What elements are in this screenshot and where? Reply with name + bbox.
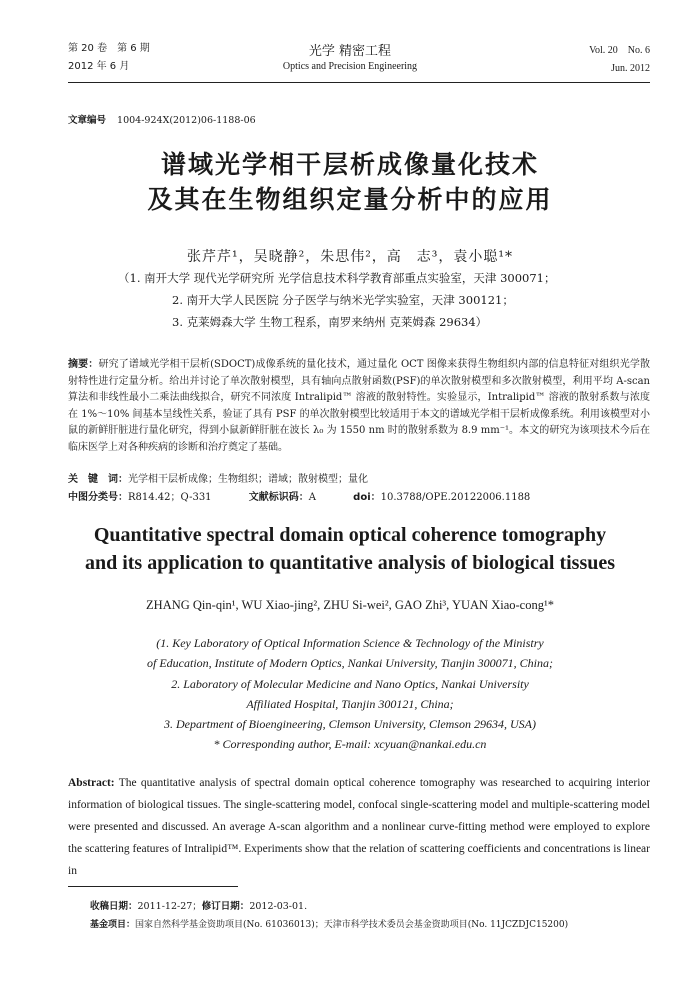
- doc-code-value: A: [308, 492, 316, 503]
- header-volume-en: Vol. 20 No. 6: [589, 45, 650, 56]
- affiliation-en-5: 3. Department of Bioengineering, Clemson University, Clemson 29634, USA): [164, 717, 536, 731]
- title-cn-line1: 谱域光学相干层析成像量化技术: [160, 150, 539, 179]
- keywords-cn-label: 关 键 词：: [68, 474, 128, 485]
- classification-line: [68, 488, 530, 503]
- authors-en: ZHANG Qin-qin¹, WU Xiao-jing², ZHU Si-wei², GAO Zhi³, YUAN Xiao-cong¹*: [146, 598, 554, 612]
- affiliation-en-1: (1. Key Laboratory of Optical Information Science & Technology of the Ministry: [156, 636, 544, 650]
- abstract-cn-label: 摘要：: [68, 359, 99, 370]
- clc-label: 中图分类号：: [68, 492, 128, 503]
- affiliation-cn-3: 3. 克莱姆森大学 生物工程系，南罗来纳州 克莱姆森 29634）: [172, 315, 488, 329]
- footnote-fund: [90, 917, 650, 930]
- authors-cn: 张芹芹¹，吴晓静²，朱思伟²，高 志³，袁小聪¹*: [186, 249, 514, 265]
- fund-label: 基金项目：: [90, 920, 136, 930]
- received-label: 收稿日期：: [90, 901, 138, 912]
- title-en-line1: Quantitative spectral domain optical coherence tomography: [93, 524, 607, 546]
- affiliation-cn-1: （1. 南开大学 现代光学研究所 光学信息技术科学教育部重点实验室，天津 300071；: [118, 271, 556, 285]
- doc-code-label: 文献标识码：: [248, 492, 309, 503]
- abstract-cn: [68, 357, 650, 456]
- affiliation-cn-2: 2. 南开大学人民医院 分子医学与纳米光学实验室，天津 300121；: [172, 293, 514, 307]
- abstract-cn-text: 研究了谱域光学相干层析(SDOCT)成像系统的量化技术，通过量化 OCT 图像来获得生物组织内部的信息特征对组织光学散射特性进行定量分析。给出并讨论了单次散射模型，具有轴向点散射函数(PSF)的单次散射模型和多次散射模型，利用平均 A-scan 算法和非线性最小二乘法曲线拟合，研究不同浓度 Intralipid™ 溶液的散射特性。实验显示，Intralipid™ 溶液的散射系数与浓度在 1%～10% 间基本呈线性关系，验证了具有 PSF 的单次散射模型比较适用于本文的谱域光学相干层析成像系统。利用该模型对小鼠的新鲜肝脏进行量化研究，得到小鼠新鲜肝脏在波长 λ₀ 为 1550 nm 时的散射系数为 8.9 mm⁻¹。本文的研究为该项技术今后在临床医学上对各种疾病的诊断和治疗奠定了基础。: [68, 359, 651, 453]
- affiliation-en-4: Affiliated Hospital, Tianjin 300121, China;: [246, 697, 454, 711]
- clc-value: R814.42；Q-331: [128, 492, 212, 503]
- header-date-cn: 2012 年 6 月: [68, 61, 130, 72]
- title-en-line2: and its application to quantitative analysis of biological tissues: [84, 552, 616, 574]
- footnote-rule: [68, 886, 238, 887]
- doi-value: 10.3788/OPE.20122006.1188: [380, 492, 531, 503]
- journal-name-cn: 光学 精密工程: [308, 44, 392, 59]
- keywords-cn-text: 光学相干层析成像；生物组织；谱域；散射模型；量化: [128, 474, 368, 485]
- affiliation-en-2: of Education, Institute of Modern Optics, Nankai University, Tianjin 300071, China;: [147, 656, 553, 670]
- journal-name-en: Optics and Precision Engineering: [282, 61, 418, 72]
- affiliation-en-3: 2. Laboratory of Molecular Medicine and Nano Optics, Nankai University: [171, 677, 529, 691]
- revised-label: 修订日期：: [201, 901, 250, 912]
- doi-label: doi：: [353, 492, 381, 503]
- article-id-label: 文章编号: [68, 115, 107, 126]
- title-cn-line2: 及其在生物组织定量分析中的应用: [147, 185, 553, 214]
- fund-value: 国家自然科学基金资助项目(No. 61036013)；天津市科学技术委员会基金资助项目(No. 11JCZDJC15200): [135, 920, 569, 930]
- article-id: [68, 112, 256, 126]
- corresponding-author: * Corresponding author, E-mail: xcyuan@nankai.edu.cn: [213, 737, 487, 751]
- article-id-value: 1004-924X(2012)06-1188-06: [117, 115, 256, 126]
- abstract-en-label: Abstract:: [68, 777, 115, 789]
- keywords-cn: [68, 470, 368, 485]
- footnote-dates: [90, 898, 307, 912]
- received-value: 2011-12-27；: [137, 901, 202, 912]
- abstract-en: [68, 772, 650, 882]
- revised-value: 2012-03-01.: [249, 901, 308, 912]
- header-rule: [68, 82, 650, 83]
- abstract-en-text: The quantitative analysis of spectral domain optical coherence tomography was researched to acquiring interior information of biological tissues. The single-scattering model, confocal single-scattering model and multiple-scattering model were presented and discussed. An average A-scan algorithm and a nonlinear curve-fitting method were employed to explore the scattering features of Intralipid™. Experiments show that the relation of scattering coefficients and concentrations is linear in: [68, 777, 651, 877]
- header-date-en: Jun. 2012: [611, 63, 650, 74]
- header-volume-cn: 第 20 卷 第 6 期: [68, 43, 150, 54]
